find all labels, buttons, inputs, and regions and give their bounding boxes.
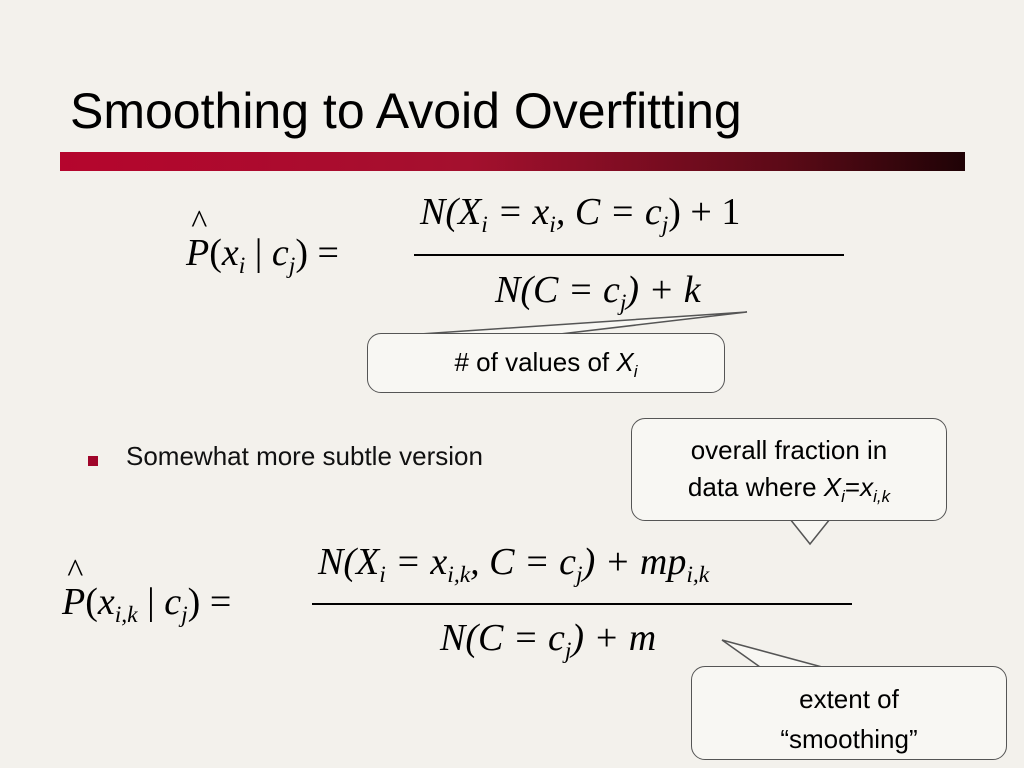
formula2-denominator [440,616,657,665]
formula2-num-a: N(X [318,541,380,583]
formula2-lhs-c-sub: j [181,602,188,629]
formula2-fraction-line [312,603,852,605]
fraction-callout-var2: x [860,472,874,502]
formula1-lhs-paren: ( [209,232,222,274]
formula1-num-c-sub: j [661,212,669,239]
formula2-num-c: , C = c [470,541,577,583]
formula1-equals: = [307,232,339,274]
formula1-lhs-x: x [221,232,239,274]
values-callout-var: X [616,347,634,377]
fraction-callout-equals: = [844,472,861,502]
formula2-num-b: = x [385,541,448,583]
fraction-callout-line2-text: data where [687,472,824,502]
fraction-callout-line1: overall fraction in [690,435,888,465]
formula2-den-a: N(C = c [440,617,565,659]
formula1-num-b-sub: i [549,212,556,239]
formula2-lhs-close: ) [187,581,201,623]
formula2-P: P [62,581,86,623]
formula2-num-b-sub: i,k [447,562,471,589]
formula1-lhs-x-sub: i [238,253,246,280]
formula2-lhs-c: c [164,581,182,623]
formula1-hat: ^ [191,204,208,242]
formula2-num-d-sub: i,k [686,562,710,589]
formula1-num-d: ) + 1 [668,191,741,233]
formula2-num-c-sub: j [576,562,583,589]
formula2-numerator [318,540,710,589]
fraction-callout-var1: X [823,472,842,502]
fraction-callout-var1-sub: i [841,487,845,507]
formula2-hat: ^ [67,553,84,591]
formula2-num-d: ) + mp [582,541,687,583]
formula1-lhs-c-sub: j [288,253,296,280]
extent-callout-line1: extent of [799,684,899,714]
formula2-lhs-bar: | [137,581,165,623]
formula1-num-b: = x [487,191,550,233]
fraction-callout [631,418,947,521]
formula2-den-b: ) + m [571,617,657,659]
formula2-lhs-x: x [97,581,115,623]
formula2-lhs-x-sub: i,k [114,602,138,629]
formula1-num-a-sub: i [481,212,488,239]
values-callout [367,333,725,393]
formula2-num-a-sub: i [379,562,386,589]
formula1-P: P [186,232,210,274]
bullet-text: Somewhat more subtle version [126,441,483,471]
formula1-den-a: N(C = c [495,269,620,311]
formula1-num-c: , C = c [555,191,662,233]
formula1-den-b: ) + k [626,269,701,311]
values-callout-text: # of values of [454,347,617,377]
formula1-lhs-c: c [271,232,289,274]
bullet-marker [88,456,98,466]
extent-callout [691,666,1007,760]
formula1-lhs-close: ) [295,232,308,274]
fraction-callout-line2 [632,467,946,517]
formula1-num-a: N(X [420,191,482,233]
extent-callout-pointer [722,640,822,667]
fraction-callout-var2-sub: i,k [873,487,891,507]
extent-callout-line2: “smoothing” [780,724,918,754]
values-callout-pointer [420,312,747,334]
formula1-lhs-bar: | [245,232,272,274]
formula2-lhs [62,553,232,629]
slide-title: Smoothing to Avoid Overfitting [70,83,742,139]
formula2-equals: = [200,581,232,623]
formula2-den-a-sub: j [564,638,572,665]
values-callout-var-sub: i [633,362,638,382]
fraction-callout-pointer [790,519,830,544]
formula2-lhs-paren: ( [85,581,98,623]
formula1-den-a-sub: j [619,290,627,317]
